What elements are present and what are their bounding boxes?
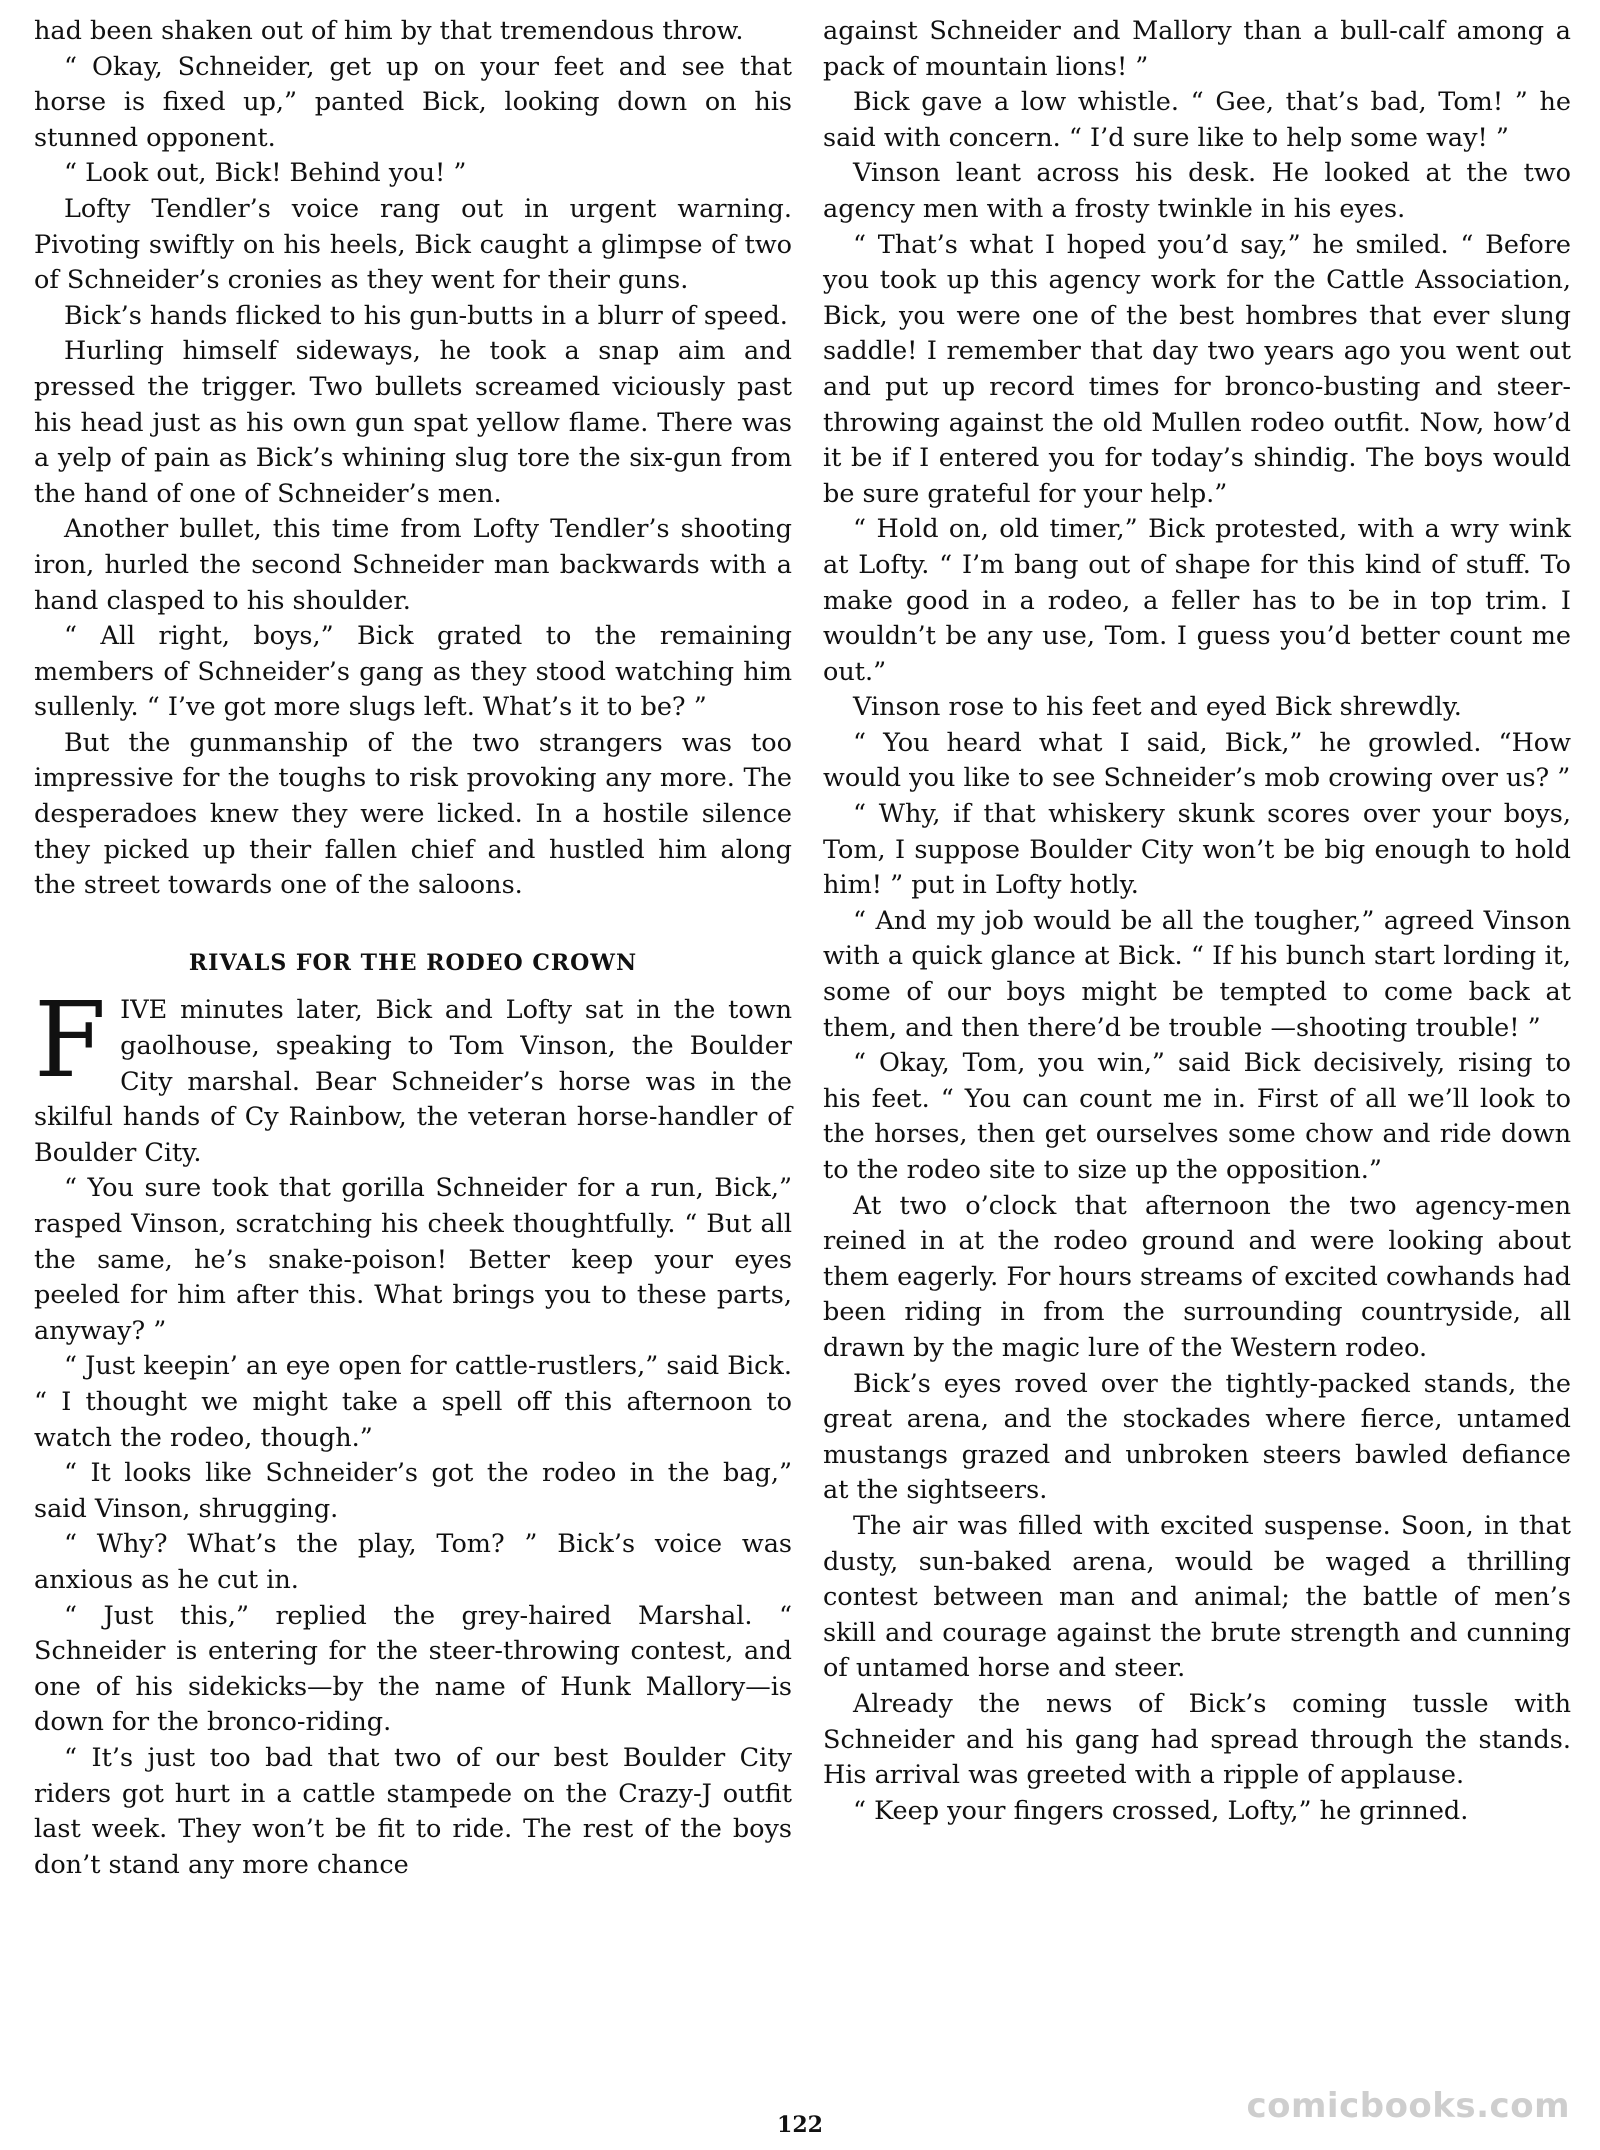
paragraph: Lofty Tendler’s voice rang out in urgent warning. Pivoting swiftly on his heels, Bick caught a glimpse of two of Schneider’s cronies as they went for their guns. xyxy=(34,193,792,296)
paragraph: But the gunmanship of the two strangers was too impressive for the toughs to risk provoking any more. The desperadoes knew they were licked. In a hostile silence they picked up their fallen chief and hustled him along the street towards one of the saloons. xyxy=(34,727,792,901)
paragraph: Hurling himself sideways, he took a snap aim and pressed the trigger. Two bullets screamed viciously past his head just as his own gun spat yellow flame. There was a yelp of pain as Bick’s whining slug tore the six-gun from the hand of one of Schneider’s men. xyxy=(34,336,792,509)
paragraph: “ It looks like Schneider’s got the rodeo in the bag,” said Vinson, shrugging. xyxy=(34,1458,792,1524)
page-number: 122 xyxy=(777,2112,823,2138)
paragraph: “ Just this,” replied the grey-haired Marshal. “ Schneider is entering for the steer-throwing contest, and one of his sidekicks—by the name of Hunk Mallory—is down for the bronco-riding. xyxy=(34,1600,792,1738)
paragraph: “ You heard what I said, Bick,” he growled. “How would you like to see Schneider’s mob crowing over us? ” xyxy=(823,727,1571,794)
right-column xyxy=(823,14,1571,1829)
paragraph: “ Why? What’s the play, Tom? ” Bick’s voice was anxious as he cut in. xyxy=(34,1529,792,1595)
dropcap-paragraph xyxy=(34,979,792,1171)
paragraph: Bick gave a low whistle. “ Gee, that’s bad, Tom! ” he said with concern. “ I’d sure like to help some way! ” xyxy=(823,87,1571,153)
paragraph: Another bullet, this time from Lofty Tendler’s shooting iron, hurled the second Schneider man backwards with a hand clasped to his shoulder. xyxy=(34,514,792,616)
paragraph: “ Just keepin’ an eye open for cattle-rustlers,” said Bick. “ I thought we might take a spell off this afternoon to watch the rodeo, though.” xyxy=(34,1351,792,1453)
paragraph: “ Keep your fingers crossed, Lofty,” he grinned. xyxy=(853,1795,1469,1826)
paragraph: “ Okay, Schneider, get up on your feet and see that horse is fixed up,” panted Bick, looking down on his stunned opponent. xyxy=(34,51,792,153)
paragraph: The air was filled with excited suspense. Soon, in that dusty, sun-baked arena, would be waged a thrilling contest between man and animal; the battle of men’s skill and courage against the brute strength and cunning of untamed horse and steer. xyxy=(823,1510,1571,1684)
watermark-text: comicbooks.com xyxy=(1246,2086,1570,2126)
paragraph: “ It’s just too bad that two of our best Boulder City riders got hurt in a cattle stampede on the Crazy-J outfit last week. They won’t be fit to ride. The rest of the boys don’t stand any more chance xyxy=(34,1742,792,1880)
left-paragraphs-before xyxy=(34,14,792,904)
paragraph: At two o’clock that afternoon the two agency-men reined in at the rodeo ground and were looking about them eagerly. For hours streams of excited cowhands had been riding in from the surrounding countryside, all drawn by the magic lure of the Western rodeo. xyxy=(823,1190,1571,1363)
section-heading: RIVALS FOR THE RODEO CROWN xyxy=(188,949,638,976)
paragraph: against Schneider and Mallory than a bull-calf among a pack of mountain lions! ” xyxy=(823,16,1571,82)
paragraph: Bick’s hands flicked to his gun-butts in a blurr of speed. xyxy=(64,300,788,331)
paragraph: “ That’s what I hoped you’d say,” he smiled. “ Before you took up this agency work for the Cattle Association, Bick, you were one of the best hombres that ever slung saddle! I remember that day two years ago you went out and put up record times for bronco-busting and steer-throwing against the old Mullen rodeo outfit. Now, how’d it be if I entered you for today’s shindig. The boys would be sure grateful for your help.” xyxy=(823,229,1571,509)
paragraph: “ Look out, Bick! Behind you! ” xyxy=(64,158,467,189)
paragraph: Vinson rose to his feet and eyed Bick shrewdly. xyxy=(853,692,1462,723)
paragraph: “ Hold on, old timer,” Bick protested, with a wry wink at Lofty. “ I’m bang out of shape for this kind of stuff. To make good in a rodeo, a feller has to be in top trim. I wouldn’t be any use, Tom. I guess you’d better count me out.” xyxy=(823,514,1571,687)
paragraph: Bick’s eyes roved over the tightly-packed stands, the great arena, and the stockades where fierce, untamed mustangs grazed and unbroken steers bawled defiance at the sightseers. xyxy=(823,1368,1571,1506)
paragraph: “ Okay, Tom, you win,” said Bick decisively, rising to his feet. “ You can count me in. First of all we’ll look to the horses, then get ourselves some chow and ride down to the rodeo site to size up the opposition.” xyxy=(823,1048,1571,1185)
paragraph: “ Why, if that whiskery skunk scores over your boys, Tom, I suppose Boulder City won’t be big enough to hold him! ” put in Lofty hotly. xyxy=(823,799,1571,901)
paragraph: “ And my job would be all the tougher,” agreed Vinson with a quick glance at Bick. “ If his bunch start lording it, some of our boys might be tempted to come back at them, and then there’d be trouble —shooting trouble! ” xyxy=(823,905,1571,1043)
left-column xyxy=(34,14,792,1883)
paragraph: Vinson leant across his desk. He looked at the two agency men with a frosty twinkle in his eyes. xyxy=(823,158,1571,224)
left-paragraphs-after xyxy=(34,1171,792,1883)
paragraph: Already the news of Bick’s coming tussle with Schneider and his gang had spread through the stands. His arrival was greeted with a ripple of applause. xyxy=(823,1688,1571,1791)
paragraph: “ You sure took that gorilla Schneider for a run, Bick,” rasped Vinson, scratching his cheek thoughtfully. “ But all the same, he’s snake-poison! Better keep your eyes peeled for him after this. What brings you to these parts, anyway? ” xyxy=(34,1173,792,1346)
drop-cap-letter: F xyxy=(34,979,107,1102)
paragraph: “ All right, boys,” Bick grated to the remaining members of Schneider’s gang as they stood watching him sullenly. “ I’ve got more slugs left. What’s it to be? ” xyxy=(34,621,792,723)
dropcap-paragraph-text: IVE minutes later, Bick and Lofty sat in the town gaolhouse, speaking to Tom Vinson, the Boulder City marshal. Bear Schneider’s horse was in the skilful hands of Cy Rainbow, the veteran horse-handler of Boulder City. xyxy=(34,995,792,1168)
paragraph: had been shaken out of him by that tremendous throw. xyxy=(34,16,744,46)
